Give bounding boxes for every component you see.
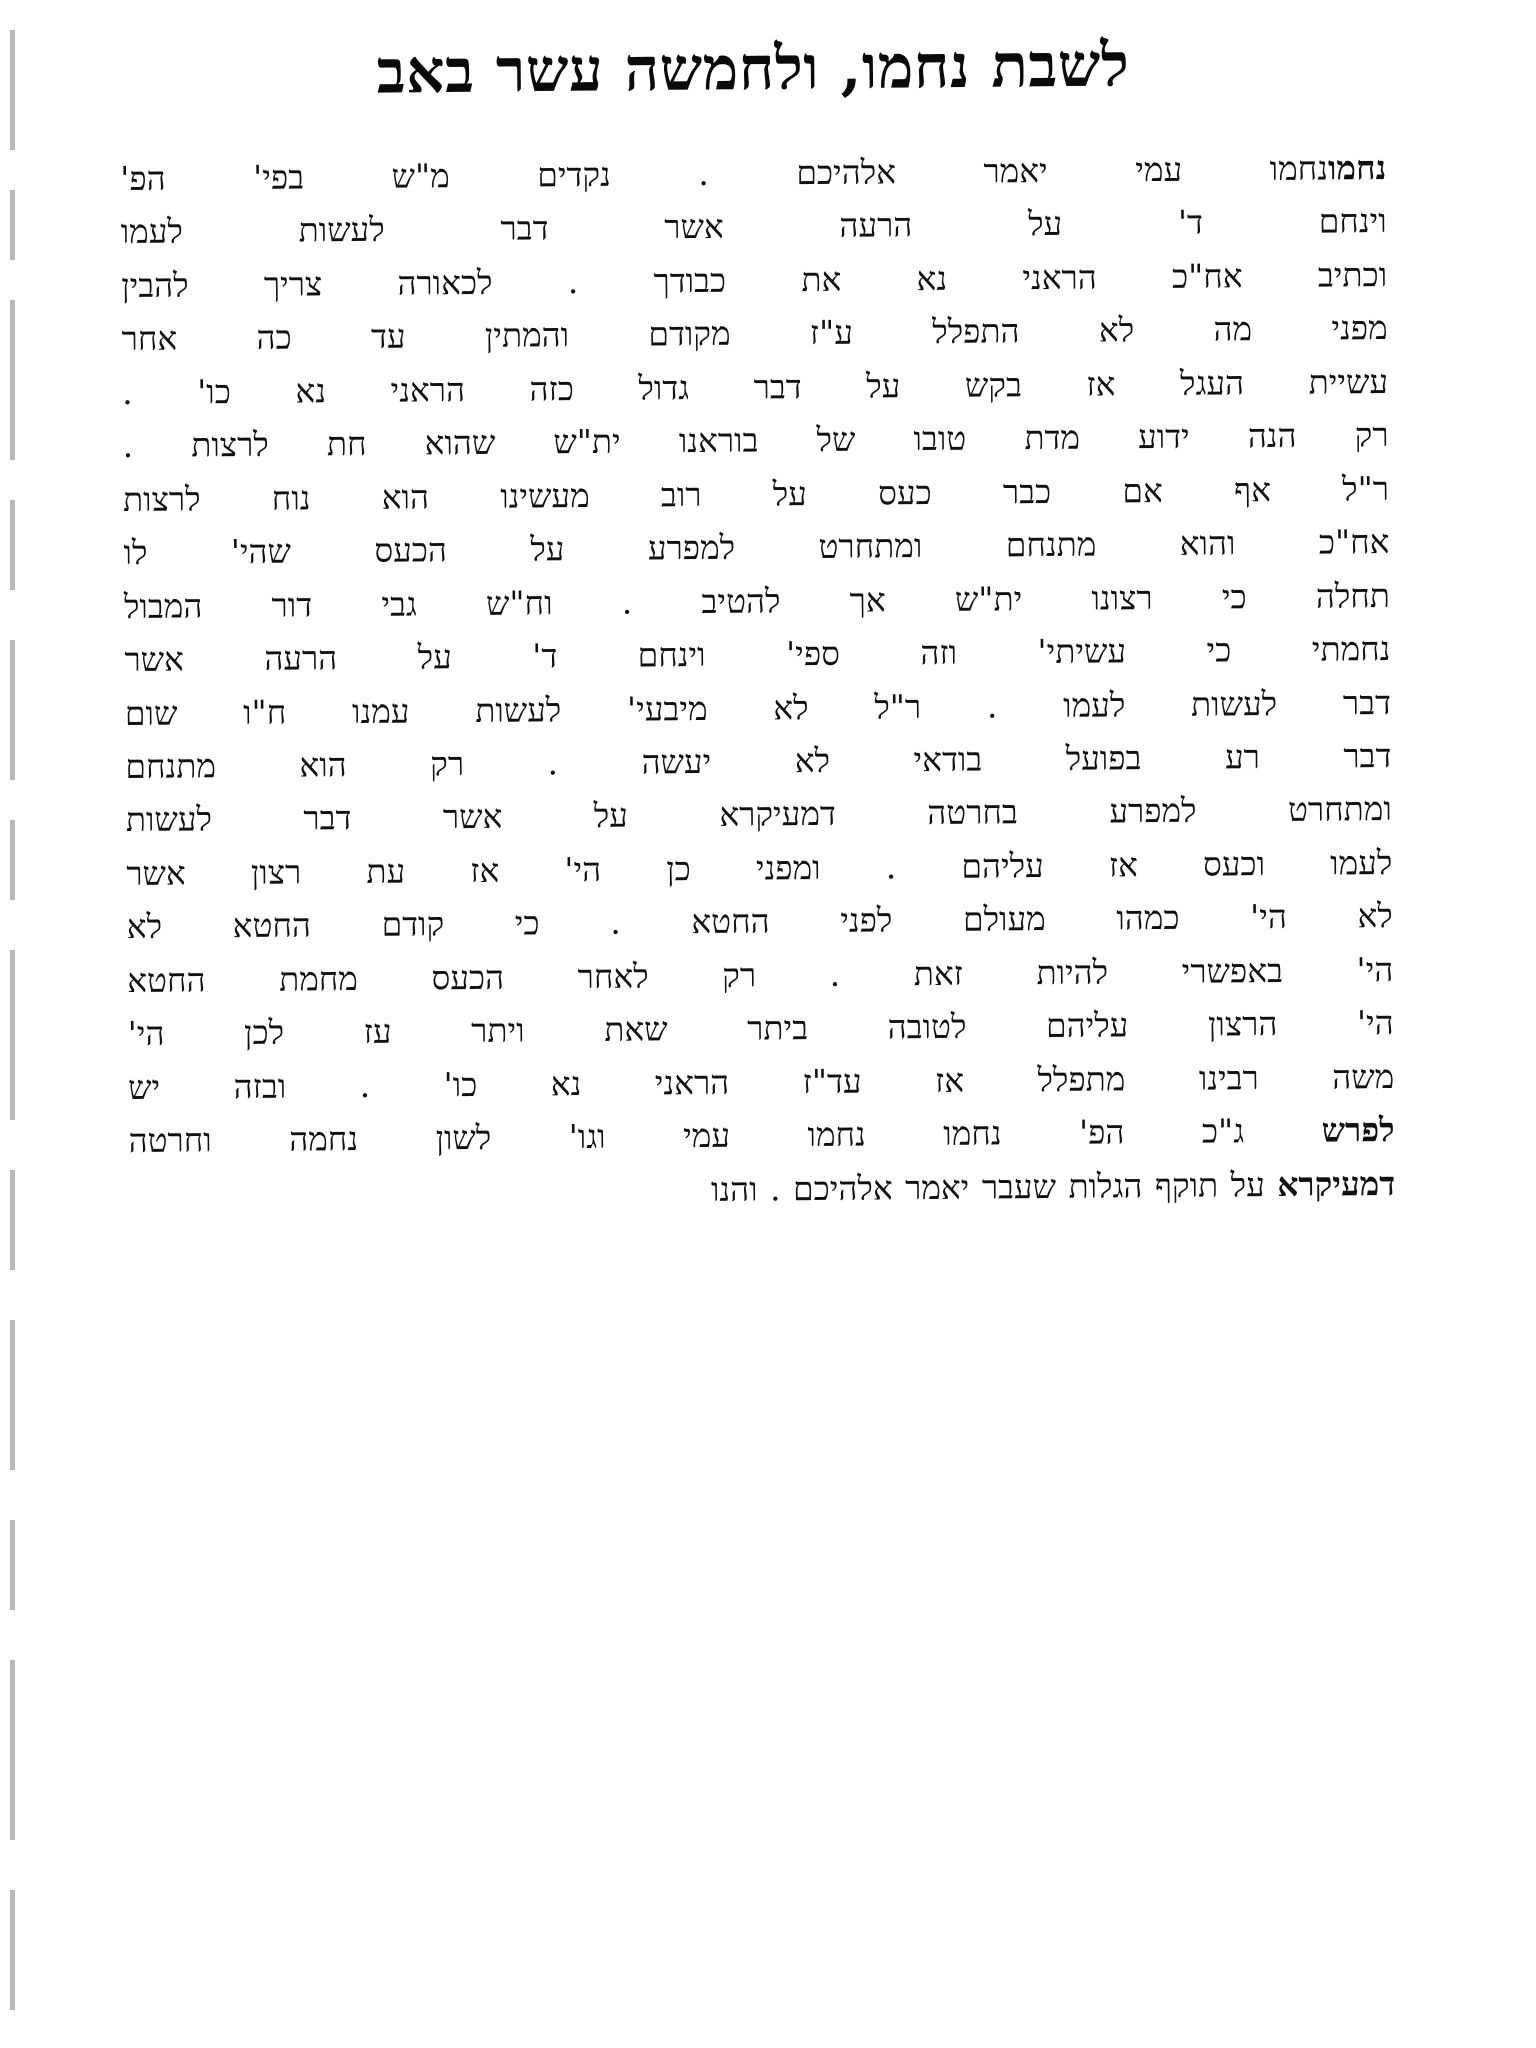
text-line: עשיית העגל אז בקש על דבר גדול כזה הראני נא כו' . <box>121 361 1389 412</box>
text-line: תחלה כי רצונו ית"ש אך להטיב . וח"ש גבי דור המבול <box>123 575 1391 626</box>
text-line: רק הנה ידוע מדת טובו של בוראנו ית"ש שהוא חת לרצות . <box>122 415 1389 466</box>
page-title: לשבת נחמו, ולחמשה עשר באב <box>376 30 1130 108</box>
text-line: לעמו וכעס אז עליהם . ומפני כן הי' אז עת רצון אשר <box>126 842 1393 893</box>
text-line: נחמתי כי עשיתי' וזה ספי' וינחם ד' על הרעה אשר <box>124 628 1391 679</box>
text-line: דבר רע בפועל בודאי לא יעשה . רק הוא מתנחם <box>125 735 1392 786</box>
text-line: וינחם ד' על הרעה אשר דבר לעשות לעמו <box>120 201 1387 252</box>
text-line: דמעיקרא על תוקף הגלות שעבר יאמר אלהיכם . והנו <box>710 1163 1396 1209</box>
body-text-block <box>120 141 1395 1221</box>
text-line: מפני מה לא התפלל ע"ז מקודם והמתין עד כה אחר <box>121 308 1388 359</box>
text-line: וכתיב אח"כ הראני נא את כבודך . לכאורה צריך להבין <box>121 254 1388 305</box>
text-line: ר"ל אף אם כבר כעס על רוב מעשינו הוא נוח לרצות <box>122 468 1390 519</box>
text-line: ומתחרט למפרע בחרטה דמעיקרא על אשר דבר לעשות <box>125 789 1392 840</box>
text-line: הי' הרצון עליהם לטובה ביתר שאת ויתר עז לכן הי' <box>127 1003 1394 1054</box>
text-line: משה רבינו מתפלל אז עד"ז הראני נא כו' . ובזה יש <box>128 1056 1395 1107</box>
text-line: נחמונחמו עמי יאמר אלהיכם . נקדים מ"ש בפי' הפ' <box>120 147 1387 198</box>
text-line: לא הי' כמהו מעולם לפני החטא . כי קודם החטא לא <box>126 896 1393 947</box>
paragraph-main <box>120 141 1395 1221</box>
text-line: הי' באפשרי להיות זאת . רק לאחר הכעס מחמת החטא <box>127 949 1394 1000</box>
text-line: דבר לעשות לעמו . ר"ל לא מיבעי' לעשות עמנו ח"ו שום <box>124 682 1392 733</box>
text-line: לפרש ג"כ הפ' נחמו נחמו עמי וגו' לשון נחמה וחרטה <box>128 1109 1395 1160</box>
text-line: אח"כ והוא מתנחם ומתחרט למפרע על הכעס שהי' לו <box>123 521 1390 573</box>
